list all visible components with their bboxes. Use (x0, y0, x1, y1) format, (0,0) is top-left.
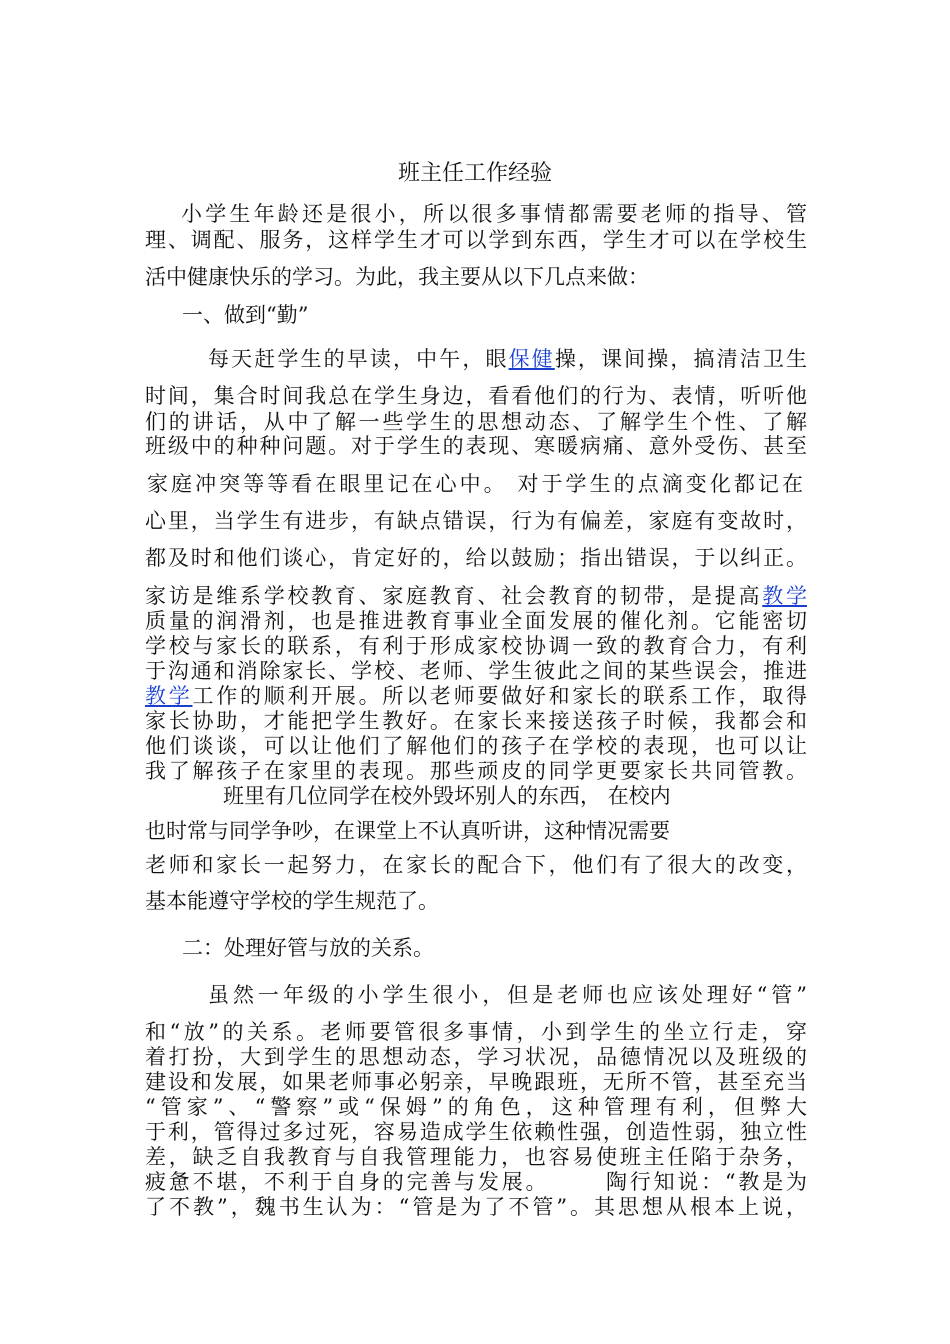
s1p1-line-7: 都及时和他们谈心，肯定好的，给以鼓励；指出错误，于以纠正。 (145, 546, 807, 570)
section2-heading: 二：处理好管与放的关系。 (182, 936, 434, 960)
s1p1-line-3: 们的讲话，从中了解一些学生的思想动态、了解学生个性、了解 (145, 410, 807, 434)
s1p2-line-8: 我了解孩子在家里的表现。那些顽皮的同学更要家长共同管教。 (145, 759, 807, 783)
s2-line-8: 疲惫不堪，不利于自身的完善与发展。 陶行知说：“教是为 (145, 1170, 807, 1194)
s1p1-line-5: 家庭冲突等等看在眼里记在心中。 对于学生的点滴变化都记在 (147, 472, 803, 496)
s1p2-line-1-before: 家访是维系学校教育、家庭教育、社会教育的韧带，是提高 (145, 584, 763, 608)
link-jiaoxue-2[interactable]: 教学 (145, 684, 193, 708)
s2-line-4: 建设和发展，如果老师事必躬亲，早晚跟班，无所不管，甚至充当 (145, 1070, 807, 1094)
s2-line-2: 和“放”的关系。老师要管很多事情，小到学生的坐立行走，穿 (145, 1020, 807, 1044)
intro-line-1: 小学生年龄还是很小，所以很多事情都需要老师的指导、管 (181, 202, 807, 226)
document-title: 班主任工作经验 (397, 161, 552, 186)
s1p3-line-1: 班里有几位同学在校外毁坏别人的东西， 在校内 (223, 784, 671, 808)
s1p1-line-1-after: 操，课间操，搞清洁卫生 (554, 347, 808, 371)
intro-line-3: 活中健康快乐的学习。为此，我主要从以下几点来做： (145, 265, 649, 289)
s1p1-line-6: 心里，当学生有进步，有缺点错误，行为有偏差，家庭有变故时， (145, 509, 807, 533)
s1p3-line-2: 也时常与同学争吵，在课堂上不认真听讲，这种情况需要 (145, 819, 670, 843)
s2-line-1: 虽然一年级的小学生很小，但是老师也应该处理好“管” (208, 983, 807, 1007)
s1p3-line-3: 老师和家长一起努力，在家长的配合下，他们有了很大的改变， (145, 853, 807, 877)
s2-line-7: 差，缺乏自我教育与自我管理能力，也容易使班主任陷于杂务， (145, 1145, 807, 1169)
s1p1-line-2: 时间，集合时间我总在学生身边，看看他们的行为、表情，听听他 (145, 384, 807, 408)
s1p2-line-1 (145, 583, 807, 609)
s1p1-line-1 (208, 346, 807, 372)
s1p2-line-4: 于沟通和消除家长、学校、老师、学生彼此之间的某些误会，推进 (145, 659, 807, 683)
s1p2-line-6: 家长协助，才能把学生教好。在家长来接送孩子时候，我都会和 (145, 709, 807, 733)
s1p3-line-4: 基本能遵守学校的学生规范了。 (145, 889, 439, 913)
s2-line-3: 着打扮，大到学生的思想动态，学习状况，品德情况以及班级的 (145, 1045, 807, 1069)
s2-line-5: “管家”、“警察”或“保姆”的角色，这种管理有利，但弊大 (145, 1095, 807, 1119)
s1p2-line-3: 学校与家长的联系，有利于形成家校协调一致的教育合力，有利 (145, 634, 807, 658)
s1p2-line-5 (145, 683, 807, 709)
s1p1-line-1-before: 每天赶学生的早读，中午，眼 (208, 347, 509, 371)
s1p2-line-2: 质量的润滑剂，也是推进教育事业全面发展的催化剂。它能密切 (145, 609, 807, 633)
link-jiaoxue-1[interactable]: 教学 (762, 584, 808, 608)
s2-line-9: 了不教”，魏书生认为：“管是为了不管”。其思想从根本上说， (145, 1195, 807, 1219)
section1-heading: 一、做到“勤” (182, 303, 309, 327)
s1p2-line-5-after: 工作的顺利开展。所以老师要做好和家长的联系工作，取得 (192, 684, 808, 708)
link-baojian[interactable]: 保健 (508, 347, 555, 371)
s1p2-line-7: 他们谈谈，可以让他们了解他们的孩子在学校的表现，也可以让 (145, 734, 807, 758)
s2-line-6: 于利，管得过多过死，容易造成学生依赖性强，创造性弱，独立性 (145, 1120, 807, 1144)
s1p1-line-4: 班级中的种种问题。对于学生的表现、寒暖病痛、意外受伤、甚至 (145, 434, 807, 458)
intro-line-2: 理、调配、服务，这样学生才可以学到东西，学生才可以在学校生 (145, 228, 807, 252)
